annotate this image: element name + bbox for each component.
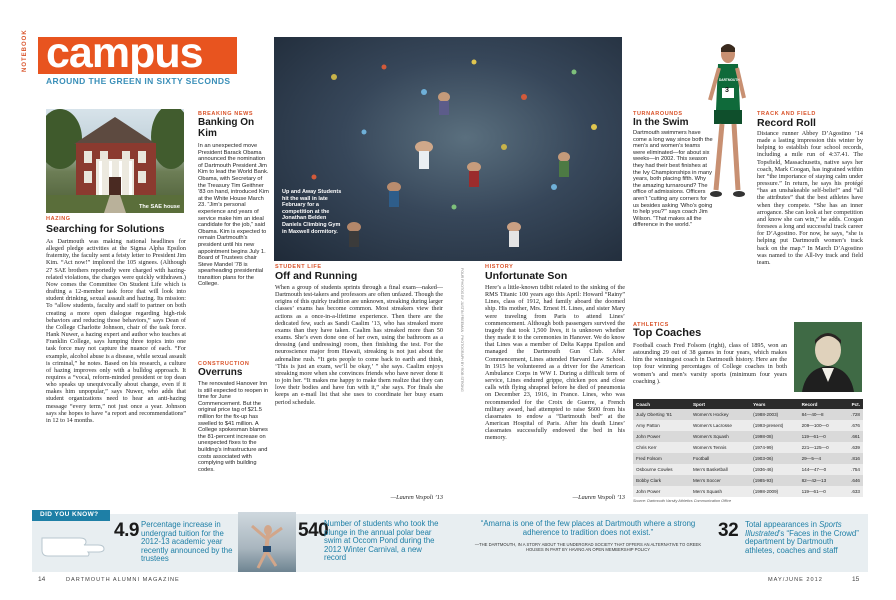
table-cell: John Power (636, 434, 661, 439)
table-row (633, 409, 863, 420)
table-row (633, 486, 863, 497)
table-cell: .676 (851, 423, 860, 428)
fact1-text: Percentage increase in undergrad tuition for the 2012-13 academic year recently announced by the trustees (141, 520, 233, 564)
table-row (633, 475, 863, 486)
hazing-kicker: HAZING (46, 216, 71, 222)
table-cell: (1988-2003) (753, 412, 779, 417)
footer-left-page-number: 14 (38, 576, 46, 583)
table-cell: Chris Kerr (636, 445, 657, 450)
climbing-caption: Up and Away Students hit the wall in late February for a competition at the Jonathan Belden Daniels Climbing Gym in Maxwell dormitory. (282, 189, 342, 235)
coaches-table-wrapper (633, 399, 863, 503)
side-label: NOTEBOOK (22, 29, 28, 72)
table-cell: Bobby Clark (636, 478, 662, 483)
masthead-tagline: AROUND THE GREEN IN SIXTY SECONDS (46, 76, 231, 86)
footer-issue: MAY/JUNE 2012 (768, 577, 823, 583)
coaches-table-source: Source: Dartmouth Varsity Athletics Communication Office (633, 499, 732, 503)
table-cell: (1903-06) (753, 456, 774, 461)
table-header-cell: Pct. (851, 401, 860, 407)
hazing-body: As Dartmouth was making national headlines for alleged pledge activities at the Sigma Alpha Epsilon fraternity, the faculty sent a feisty letter to President Jim Kim. “Act now!” implored the 105 signees. (Although 27 SAE brothers reportedly were charged with hazing-related violations, the charges were quickly withdrawn.) Now comes the Committee On Student Life which is drafting a 12-member task force that will look into student drinking, sexual assault and hazing. Its mission: To “allow students, faculty and staff to partner on both creating a more open dialogue regarding high-risk behaviors and reducing those behaviors,” says Dean of the College Charlotte Johnson, chair of the task force. Hank Nuwer, a hazing expert and author who teaches at Franklin College, says lumping three topics into one task force may not capture the nuance of each. “For example, alcohol abuse is a disease, while sexual assault is criminal,” he notes. Based on his research, a culture of hazing improves only with a bulldog approach. It requires a “vocal, reform-minded president or top dean who speaks up unequivocally about change, even if it makes him unpopular,” says Nuwer, who adds that student organizations need to hear an anti-hazing message “every term,” not just once a year. Johnson says she hopes to have “a report and recommendations” in 12 to 14 months. (46, 238, 186, 424)
fact2-number: 540 (298, 520, 329, 541)
table-row (633, 431, 863, 442)
didyouknow-label: DID YOU KNOW? (40, 511, 99, 518)
table-row (633, 442, 863, 453)
table-cell: 144—47—0 (801, 467, 827, 472)
footer-right-page-number: 15 (852, 576, 860, 583)
table-cell: .661 (851, 434, 860, 439)
swim-headline: In the Swim (633, 117, 689, 128)
table-cell: Women’s Tennis (692, 445, 727, 450)
table-header-cell: Years (753, 401, 766, 407)
runner-bib-number: 3 (725, 87, 729, 94)
table-header-cell: Coach (636, 401, 651, 407)
sae-photo-caption: The SAE house (138, 204, 180, 210)
table-cell: Men’s Soccer (692, 478, 721, 483)
history-body: Here’s a little-known tidbit related to the sinking of the RMS Titanic 100 years ago this April: Howard “Rainy” Lines, class of 1912, had family aboard the doomed ship. His mother, Mrs. Ernest H. Lines, and sister Mary were traveling from Paris to attend Lines’ commencement. Although both passengers survived the tragedy that took 1,500 lives, it is unknown whether they made it to the ceremonies in Hanover. We do know that Lines was a member of Delta Kappa Epsilon and managed the Dartmouth Gun Club. After Commencement, Lines attended Harvard Law School. In 1915 he volunteered as a driver for the American Ambulance Corps in WW I. During a difficult term of service, Lines endured grippe, chicken pox and close calls with flying shrapnel before he died of pneumonia on December 23, 1916, in France. Lines, who was recommended for the Croix de Guerre, a French military award, had attempted to raise $600 from his classmates to endow a “Dartmouth bed” at the American Hospital of Paris. After his death Lines’ classmates successfully endowed the bed in his memory. (485, 284, 625, 442)
fact2-text: Number of students who took the plunge in the annual polar bear swim at Occom Pond during the 2012 Winter Carnival, a new record (324, 519, 439, 563)
fact1-number: 4.9 (114, 520, 139, 541)
fact3-text-lead: Total appearances in (745, 520, 820, 529)
table-row (633, 420, 863, 431)
construction-kicker: CONSTRUCTION (198, 361, 250, 367)
polar-bear-swim-photo (238, 512, 296, 572)
studentlife-kicker: STUDENT LIFE (275, 264, 322, 270)
table-cell: Women’s Lacrosse (692, 423, 732, 428)
table-cell: .646 (851, 478, 860, 483)
table-cell: 221—125—0 (801, 445, 829, 450)
table-cell: (1936-46) (753, 467, 774, 472)
table-cell: .633 (851, 489, 860, 494)
table-cell: .639 (851, 445, 860, 450)
table-cell: (1974-99) (753, 445, 774, 450)
studentlife-headline: Off and Running (275, 270, 358, 282)
amarna-quote-attribution: —THE DARTMOUTH, IN A STORY ABOUT THE UNDERGRAD SOCIETY THAT OFFERS AN ALTERNATIVE TO GREEK HOUSES IN PART BY HAVING AN OPEN MEMBERSHIP POLICY (474, 542, 702, 553)
table-cell: (1998-2009) (753, 489, 779, 494)
table-cell: Judy Oberting ’81 (636, 412, 673, 417)
climbing-photo-credit: FOUR PHOTOS BY JUSTIN FREEMAN · PHOTOGRAPH BY ROB STRONG (460, 268, 464, 392)
table-cell: Women’s Squash (692, 434, 729, 439)
studentlife-body: When a group of students sprints through a final exam—naked—Dartmouth test-takers and professors are often unfazed. Though the origins of this quirky tradition are unknown, streaking during larger classes’ exams has become common. Most streakers view their actions as a once-in-a-lifetime experience. Then there are the dedicated few, such as Sandi Caalim ’13, who has streaked more exams than they have taken. Caalim has streaked more than 50 exams. She’s even done one of her own, using the bathroom as a dressing (and undressing) room, then finishing the test. For the neuroscience major from Hawaii, streaking is not just about the adrenaline rush. “It gets people to come back to earth and think, ‘This is just an exam, we’ll be okay,’ ” she says. Caalim enjoys streaking more when she convinces friends who have never done it to join her. “It makes me happy to make them realize that they can love their bodies and have fun with it,” she says. For finals she keeps an e-mail list that she uses to coordinate her busy exam period schedule. (275, 284, 443, 406)
banking-kicker: BREAKING NEWS (198, 111, 254, 117)
folsom-portrait (794, 322, 862, 392)
table-cell: .754 (851, 467, 860, 472)
table-cell: (1993-present) (753, 423, 784, 428)
masthead-title: campus (46, 29, 203, 77)
footer-magazine-name: DARTMOUTH ALUMNI MAGAZINE (66, 577, 180, 583)
fact3-text-tail: ’s “Faces in the Crowd” department by Dartmouth athletes, coaches and staff (745, 528, 859, 555)
fact3-text (745, 521, 861, 555)
table-cell: (1985-93) (753, 478, 774, 483)
table-cell: .816 (851, 456, 860, 461)
table-cell: Football (692, 456, 710, 461)
table-cell: 119—61—0 (801, 489, 826, 494)
table-cell: Fred Folsom (636, 456, 662, 461)
swim-body: Dartmouth swimmers have come a long way since both the men’s and women’s teams were eliminated—for about six weeks—in 2002. This season they had their best finishes at the Ivy Championships in many years, both placing fifth. Why the amazing turnaround? The office of admissions. Officers aren’t “cutting any corners for us besides asking ‘Who’s going to help you?’” says coach Jim Wilson. “That makes all the difference in the world.” (633, 130, 713, 229)
sae-house-photo (46, 109, 184, 213)
coaches-headline: Top Coaches (633, 327, 702, 339)
table-cell: Men’s Squash (692, 489, 723, 494)
climbing-photo (274, 37, 622, 261)
table-cell: .728 (851, 412, 860, 417)
table-cell: 209—100—0 (801, 423, 829, 428)
runner-jersey-text: DARTMOUTH (719, 78, 740, 82)
table-cell: Amy Patton (636, 423, 660, 428)
table-cell: 82—42—13 (801, 478, 827, 483)
table-cell: 119—61—0 (801, 434, 826, 439)
table-row (633, 464, 863, 475)
record-headline: Record Roll (757, 117, 816, 129)
banking-body: In an unexpected move President Barack Obama announced the nomination of Dartmouth President Jim Kim to lead the World Bank. Obama, with Secretary of the Treasury Tim Geithner ’83 on hand, introduced Kim at the White House March 23. “Jim’s personal experience and years of service make him an ideal candidate for the job,” said Obama. Kim is expected to remain Dartmouth’s president until his new appointment begins July 1. Board of Trustees chair Steve Mandel ’78 is spearheading presidential transition plans for the College. (198, 143, 269, 288)
swim-kicker: TURNAROUNDS (633, 111, 683, 117)
table-header-cell: Sport (692, 401, 705, 407)
table-header-row (633, 399, 863, 409)
runner-photo (704, 40, 752, 202)
coaches-body: Football coach Fred Folsom (right), class of 1895, won an astounding 29 out of 38 games in four years, which makes him the winningest coach in Dartmouth history. Here are the top four winning percentages of College coaches in both women’s and men’s varsity sports (minimum four years coaching ). (633, 342, 787, 385)
studentlife-signature: —Lauren Vespoli ’13 (390, 494, 443, 501)
construction-body: The renovated Hanover Inn is still expected to reopen in time for June Commencement. But the original price tag of $21.5 million for the fix-up has swelled to $41 million. A College spokesman blames the 81-percent increase on unexpected fixes to the building’s infrastructure and costs associated with complying with building codes. (198, 381, 269, 473)
construction-headline: Overruns (198, 367, 243, 378)
table-cell: (1998-08) (753, 434, 774, 439)
table-cell: 84—40—8 (801, 412, 824, 417)
fact3-number: 32 (718, 520, 739, 541)
pointing-hand-icon (40, 524, 110, 560)
table-header-cell: Record (801, 401, 818, 407)
history-signature: —Lauren Vespoli ’13 (572, 494, 625, 501)
record-body: Distance runner Abbey D’Agostino ’14 made a lasting impression this winter by helping to establish four school records, including a mile run of 4:37.41. The Topsfield, Massachusetts, native says her coach, Mark Coogan, has ingrained within her “the importance of staying calm under pressure.” In return, he says his protégé “has an unshakeable self-belief” and “all the attributes” that the best athletes have when they compete. “She has an inner arrogance. She can look at her competition and know she can win,” he adds. Coogan foresees a long and successful track career for D’Agostino. For now, he says, “she is helping put Dartmouth women’s track back on the map.” In March D’Agostino was named to the All-Ivy track and field team. (757, 130, 864, 266)
amarna-quote: “Amarna is one of the few places at Dartmouth where a strong adherence to tradition does not exist.” (480, 519, 696, 537)
table-cell: Women’s Hockey (692, 412, 729, 417)
table-cell: Osbourne Cowles (636, 467, 673, 472)
coaches-table (633, 399, 863, 497)
banking-headline: Banking On Kim (198, 117, 255, 139)
table-cell: Men’s Basketball (692, 467, 728, 472)
table-cell: 29—5—4 (801, 456, 822, 461)
hazing-headline: Searching for Solutions (46, 223, 165, 235)
record-kicker: TRACK AND FIELD (757, 111, 816, 117)
table-cell: John Power (636, 489, 661, 494)
table-row (633, 453, 863, 464)
history-headline: Unfortunate Son (485, 270, 568, 282)
fact3-text-emphasis: Sports Illustrated (745, 520, 842, 538)
history-kicker: HISTORY (485, 264, 514, 270)
coaches-kicker: ATHLETICS (633, 322, 669, 328)
